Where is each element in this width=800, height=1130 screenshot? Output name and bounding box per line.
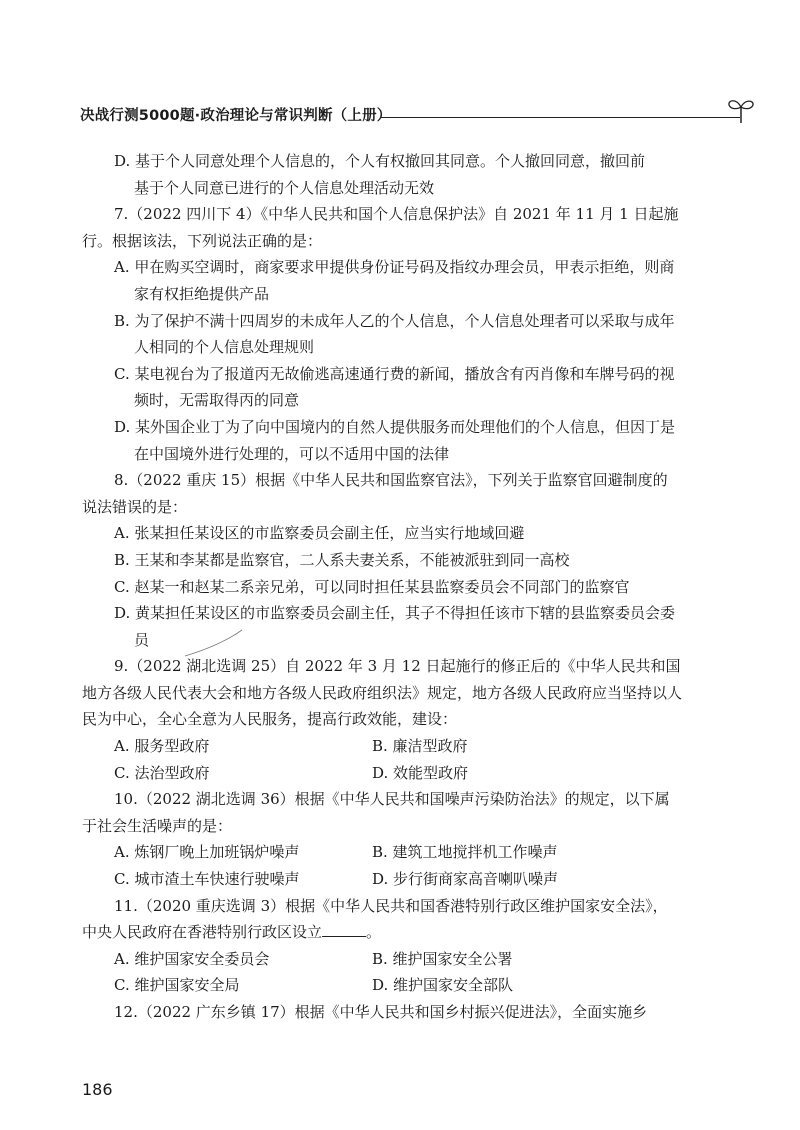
q11-option-c: C. 维护国家安全局 [114, 976, 240, 995]
q10-options-row-1 [82, 839, 682, 866]
q9-option-b: B. 廉洁型政府 [372, 737, 468, 756]
pencil-mark [180, 620, 260, 660]
q9-option-a: A. 服务型政府 [114, 737, 210, 756]
fill-in-blank [322, 922, 366, 937]
q9-options-row-1 [82, 733, 682, 760]
q8-option-d: D. 黄某担任某设区的市监察委员会副主任，其子不得担任该市下辖的县监察委员会委员 [114, 604, 676, 649]
q10-option-d: D. 步行街商家高音喇叭噪声 [372, 870, 559, 889]
q6-option-d-line2: 基于个人同意已进行的个人信息处理活动无效 [134, 178, 435, 197]
page-content [82, 148, 682, 1026]
q6-option-d-line1: D. 基于个人同意处理个人信息的，个人有权撤回其同意。个人撤回同意，撤回前 [114, 152, 646, 170]
q10-option-c: C. 城市渣土车快速行驶噪声 [114, 870, 300, 889]
q7-stem: 7.（2022 四川下 4）《中华人民共和国个人信息保护法》自 2021 年 11 月 1 日起施行。根据该法，下列说法正确的是： [82, 205, 679, 250]
header-rule [380, 117, 740, 118]
q7-option-a: A. 甲在购买空调时，商家要求甲提供身份证号码及指纹办理会员，甲表示拒绝，则商家有权拒绝提供产品 [114, 258, 675, 303]
q10-stem: 10.（2022 湖北选调 36）根据《中华人民共和国噪声污染防治法》的规定，以下属于社会生活噪声的是： [82, 790, 670, 835]
q10-option-a: A. 炼钢厂晚上加班锅炉噪声 [114, 843, 300, 862]
q11-stem [82, 893, 682, 946]
q7-option-b: B. 为了保护不满十四周岁的未成年人乙的个人信息，个人信息处理者可以采取与成年人相同的个人信息处理规则 [114, 311, 675, 357]
q8-option-b: B. 王某和李某都是监察官，二人系夫妻关系，不能被派驻到同一高校 [114, 550, 570, 569]
q11-option-d: D. 维护国家安全部队 [372, 976, 514, 995]
q11-options-row-2 [82, 972, 682, 999]
q11-option-b: B. 维护国家安全公署 [372, 949, 513, 968]
q11-option-a: A. 维护国家安全委员会 [114, 949, 270, 968]
q9-option-c: C. 法治型政府 [114, 763, 210, 782]
q9-stem: 9.（2022 湖北选调 25）自 2022 年 3 月 12 日起施行的修正后的《中华人民共和国地方各级人民代表大会和地方各级人民政府组织法》规定，地方各级人民政府应当坚持以人民为中心，全心全意为人民服务，提高行政效能，建设： [82, 657, 683, 729]
q11-stem-text: 11.（2020 重庆选调 3）根据《中华人民共和国香港特别行政区维护国家安全法》，中央人民政府在香港特别行政区设立 [82, 896, 668, 942]
sprout-icon [726, 96, 756, 124]
q7-option-c: C. 某电视台为了报道丙无故偷逃高速通行费的新闻，播放含有丙肖像和车牌号码的视频时，无需取得丙的同意 [114, 364, 675, 410]
page-number: 186 [82, 1080, 113, 1099]
q12-stem: 12.（2022 广东乡镇 17）根据《中华人民共和国乡村振兴促进法》，全面实施乡 [114, 1003, 648, 1021]
running-header [80, 102, 680, 132]
q11-stem-end: 。 [366, 923, 382, 942]
q8-stem: 8.（2022 重庆 15）根据《中华人民共和国监察官法》，下列关于监察官回避制度的说法错误的是： [82, 471, 668, 516]
q10-option-b: B. 建筑工地搅拌机工作噪声 [372, 843, 558, 862]
q7-option-d: D. 某外国企业丁为了向中国境内的自然人提供服务而处理他们的个人信息，但因丁是在中国境外进行处理的，可以不适用中国的法律 [114, 417, 676, 463]
q9-options-row-2 [82, 760, 682, 787]
q10-options-row-2 [82, 866, 682, 893]
q8-option-c: C. 赵某一和赵某二系亲兄弟，可以同时担任某县监察委员会不同部门的监察官 [114, 577, 630, 596]
q6-option-d [82, 148, 682, 201]
q11-options-row-1 [82, 946, 682, 973]
book-title: 决战行测5000题·政治理论与常识判断（上册） [80, 108, 392, 124]
q8-option-a: A. 张某担任某设区的市监察委员会副主任，应当实行地域回避 [114, 524, 525, 543]
q9-option-d: D. 效能型政府 [372, 763, 469, 782]
